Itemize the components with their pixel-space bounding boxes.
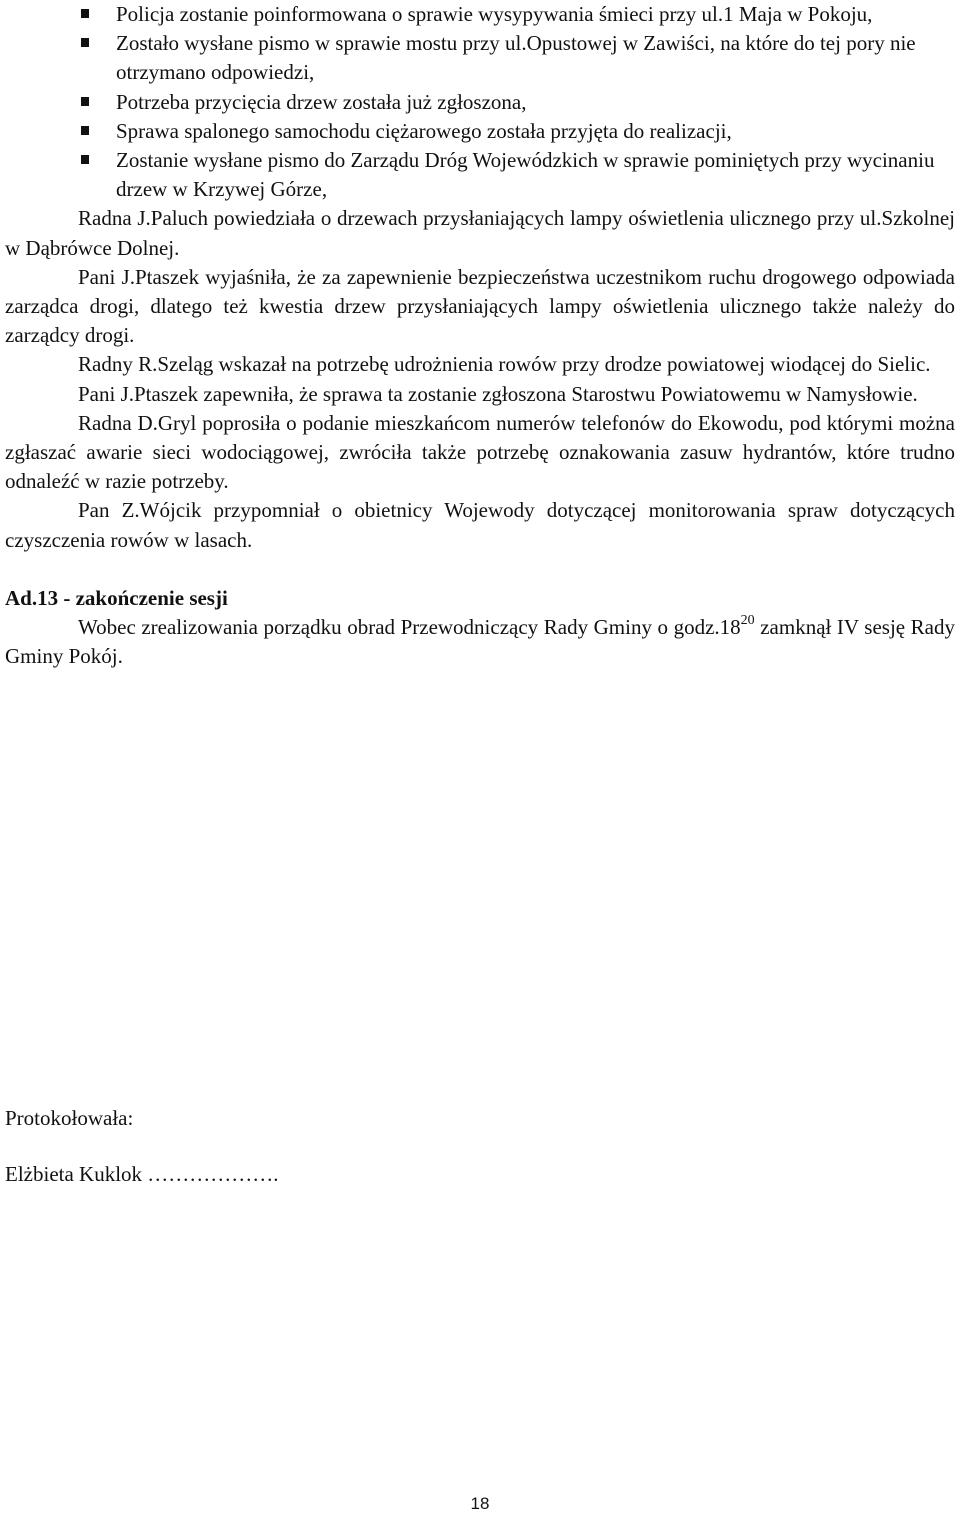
list-item-text: Zostało wysłane pismo w sprawie mostu przy ul.Opustowej w Zawiści, na które do tej pory nie otrzymano odpowiedzi, [116, 31, 916, 85]
signature-name: Elżbieta Kuklok ………………. [5, 1162, 279, 1186]
closing-paragraph [5, 613, 955, 671]
square-bullet-icon [81, 97, 89, 106]
square-bullet-icon [81, 155, 89, 164]
paragraph-gryl: Radna D.Gryl poprosiła o podanie mieszkańcom numerów telefonów do Ekowodu, pod którymi można zgłaszać awarie sieci wodociągowej, zwróciła także potrzebę oznakowania zasuw hydrantów, które trudno odnaleźć w razie potrzeby. [5, 410, 955, 494]
list-item-text: Sprawa spalonego samochodu ciężarowego została przyjęta do realizacji, [116, 118, 732, 143]
section-heading-text: Ad.13 - zakończenie sesji [5, 585, 228, 610]
list-item-text: Potrzeba przycięcia drzew została już zgłoszona, [116, 89, 527, 114]
list-item [5, 88, 955, 117]
bullet-list [5, 0, 955, 204]
section-heading [5, 584, 955, 613]
closing-time-superscript: 20 [740, 613, 755, 629]
square-bullet-icon [81, 38, 89, 47]
list-item [5, 29, 955, 87]
closing-text-after: zamknął IV sesję Rady Gminy Pokój. [5, 615, 955, 669]
closing-text-before: Wobec zrealizowania porządku obrad Przewodniczący Rady Gminy o godz.18 [78, 615, 741, 640]
square-bullet-icon [81, 9, 89, 18]
document-page [5, 0, 955, 671]
list-item [5, 0, 955, 29]
paragraph-ptaszek-2: Pani J.Ptaszek zapewniła, że sprawa ta zostanie zgłoszona Starostwu Powiatowemu w Namysłowie. [78, 381, 918, 406]
page-number: 18 [470, 1494, 490, 1513]
signature-label: Protokołowała: [5, 1106, 134, 1130]
paragraph-paluch: Radna J.Paluch powiedziała o drzewach przysłaniających lampy oświetlenia ulicznego przy ul.Szkolnej w Dąbrówce Dolnej. [5, 206, 955, 260]
paragraph-wojcik: Pan Z.Wójcik przypomniał o obietnicy Wojewody dotyczącej monitorowania spraw dotyczących czyszczenia rowów w lasach. [5, 498, 955, 552]
list-item-text: Zostanie wysłane pismo do Zarządu Dróg Wojewódzkich w sprawie pominiętych przy wycinaniu drzew w Krzywej Górze, [116, 148, 935, 202]
paragraph-szelag: Radny R.Szeląg wskazał na potrzebę udrożnienia rowów przy drodze powiatowej wiodącej do Sielic. [78, 352, 931, 377]
list-item [5, 146, 955, 204]
paragraph-ptaszek-1: Pani J.Ptaszek wyjaśniła, że za zapewnienie bezpieczeństwa uczestnikom ruchu drogowego odpowiada zarządca drogi, dlatego też kwestia drzew przysłaniających lampy oświetlenia ulicznego także należy do zarządcy drogi. [5, 264, 955, 348]
list-item-text: Policja zostanie poinformowana o sprawie wysypywania śmieci przy ul.1 Maja w Pokoju, [116, 2, 873, 26]
signature-block [5, 1104, 279, 1189]
square-bullet-icon [81, 126, 89, 135]
list-item [5, 117, 955, 146]
